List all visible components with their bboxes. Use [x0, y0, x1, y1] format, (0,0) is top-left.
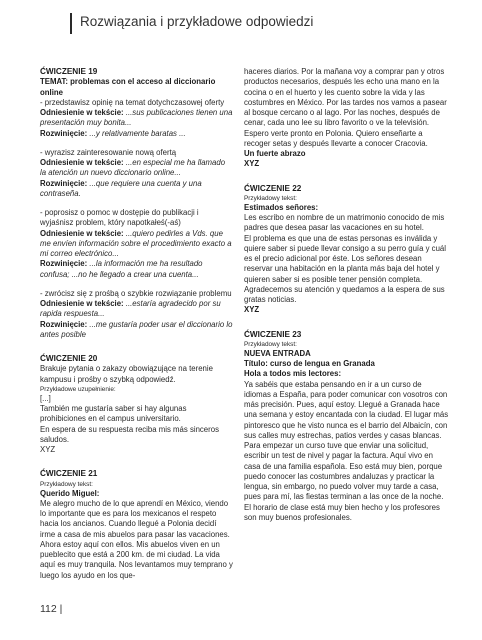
exercise-23-label: Przykładowy tekst:	[244, 340, 297, 348]
left-column	[40, 67, 233, 581]
page-number: 112 |	[40, 603, 63, 615]
exercise-19-point-1-dev	[40, 129, 233, 139]
exercise-21-heading: ĆWICZENIE 21	[40, 469, 98, 479]
exercise-21-wish: Espero verte pronto en Polonia. Quiero enseñarte a recoger setas y después llevarte a conocer Cracovia.	[244, 128, 428, 148]
exercise-19-point-4: - zwrócisz się z prośbą o szybkie rozwiązanie problemu	[40, 288, 232, 298]
exercise-20-ellipsis: [...]	[40, 393, 51, 403]
exercise-20-label: Przykładowe uzupełnienie:	[40, 385, 116, 393]
ref-label: Odniesienie w tekście:	[40, 299, 124, 308]
exercise-22-signature: XYZ	[244, 305, 260, 315]
exercise-23-greeting: Hola a todos mis lectores:	[244, 369, 342, 379]
exercise-19-point-1-ref	[40, 108, 233, 129]
dev-text: ...la información me ha resultado confusa; ...no he llegado a crear una cuenta...	[40, 259, 203, 279]
dev-text: ...me gustaría poder usar el diccionario lo antes posible	[40, 319, 233, 339]
exercise-22-salutation: Estimados señores:	[244, 202, 319, 212]
exercise-20-text-1: También me gustaría saber si hay algunas prohibiciones en el campus universitario.	[40, 404, 187, 424]
exercise-21-text: Me alegro mucho de lo que aprendí en México, viendo lo importante que es para los mexicanos el respeto hacia los ancianos. Cuando llegué a Polonia decidí irme a casa de mis abuelos para pasar las vacaciones. Ahora estoy aquí con ellos. Mis abuelos viven en un pueblecito que está a 200 km. de mi ciudad. La vida aquí es muy tranquila. Nos levantamos muy temprano y luego los ayudo en los que-	[40, 498, 233, 580]
exercise-20-text-2: En espera de su respuesta reciba mis más sinceros saludos.	[40, 424, 219, 444]
dev-label: Rozwinięcie:	[40, 128, 88, 138]
ref-text: ...sus publicaciones tienen una presentación muy bonita...	[40, 108, 233, 128]
ref-label: Odniesienie w tekście:	[40, 158, 124, 167]
exercise-22-label: Przykładowy tekst:	[244, 194, 297, 202]
exercise-19-point-1: - przedstawisz opinię na temat dotychczasowej oferty	[40, 97, 225, 107]
exercise-23-entry-title: NUEVA ENTRADA	[244, 348, 311, 358]
exercise-19-point-2-ref	[40, 158, 233, 179]
ref-label: Odniesienie w tekście:	[40, 228, 124, 238]
exercise-21-label: Przykładowy tekst:	[40, 480, 93, 488]
exercise-23-subject: Título: curso de lengua en Granada	[244, 359, 375, 368]
exercise-23-text: Ya sabéis que estaba pensando en ir a un curso de idiomas a España, para poder comunicar con vosotros con más precisión. Pues, aquí estoy. Llegué a Granada hace una semana y estoy encantada con la ciudad. El lugar más pintoresco que he visto nunca es el barrio del Albaicín, con sus calles muy estrechas, patios verdes y casas blancas. Para empezar un curso tuve que enviar una solicitud, escribir un test de nivel y pagar la factura. Aquí vivo en casa de una familia española. Eso está muy bien, porque puedo conocer las costumbres andaluzas y practicar la lengua, sin embargo, no puedo volver muy tarde a casa, pues para mí, las fiestas terminan a las once de la noche. El horario de clase está muy bien hecho y los profesores son muy buenos profesionales.	[244, 379, 449, 522]
exercise-20-intro: Brakuje pytania o zakazy obowiązujące na terenie kampusu i prośby o szybką odpowiedź.	[40, 364, 213, 384]
dev-text: ...y relativamente baratas ...	[89, 128, 186, 138]
exercise-19-point-2-dev	[40, 179, 233, 200]
dev-label: Rozwinięcie:	[40, 178, 88, 188]
exercise-19-heading: ĆWICZENIE 19	[40, 67, 98, 76]
exercise-21-closing: Un fuerte abrazo	[244, 149, 306, 158]
exercise-19-point-3: - poprosisz o pomoc w dostępie do publikacji i wyjaśnisz problem, który napotkałeś(-aś)	[40, 208, 199, 228]
exercise-22-paragraph-2: El problema es que una de estas personas es inválida y quiere saber si puede llevar consigo a su perro guía y cuál es el precio adicional por éste. Los señores desean reservar una habitación en la planta más baja del hotel y quieren saber si es posible tener pensión completa.	[244, 233, 446, 284]
exercise-22-paragraph-3: Agradecemos su atención y quedamos a la espera de sus gratas noticias.	[244, 284, 445, 304]
dev-label: Rozwinięcie:	[40, 259, 88, 269]
exercise-21-continued: haceres diarios. Por la mañana voy a comprar pan y otros productos necesarios, después les echo una mano en la cocina o en el huerto y les cuento sobre la vida y las costumbres en México. Por las tardes nos vamos a pasear al bosque cercano o al lago. Por las noches, después de cenar, cada uno lee su libro favorito o ve la televisión.	[244, 67, 447, 128]
ref-text: ...estaría agradecido por su rapida respuesta...	[40, 299, 221, 319]
exercise-19-point-2: - wyrazisz zainteresowanie nową ofertą	[40, 147, 177, 157]
right-column	[244, 67, 450, 523]
exercise-21-salutation: Querido Miguel:	[40, 488, 100, 498]
ref-text: ...en especial me ha llamado la atención un nuevo diccionario online...	[40, 158, 226, 178]
exercise-19-topic: TEMAT: problemas con el acceso al diccionario online	[40, 77, 216, 97]
exercise-19-point-4-dev	[40, 320, 233, 341]
exercise-21-signature: XYZ	[244, 159, 260, 169]
exercise-22-paragraph-1: Les escribo en nombre de un matrimonio conocido de mis padres que desea pasar las vacaciones en su hotel.	[244, 213, 445, 233]
exercise-19-point-3-dev	[40, 259, 233, 280]
header-bar	[70, 13, 72, 34]
exercise-23-heading: ĆWICZENIE 23	[244, 329, 302, 339]
page-header-title: Rozwiązania i przykładowe odpowiedzi	[80, 14, 314, 29]
dev-text: ...que requiere una cuenta y una contraseña.	[40, 178, 202, 198]
dev-label: Rozwinięcie:	[40, 319, 88, 329]
ref-label: Odniesienie w tekście:	[40, 108, 124, 117]
exercise-20-signature: XYZ	[40, 445, 56, 454]
exercise-20-heading: ĆWICZENIE 20	[40, 354, 98, 363]
exercise-19-point-3-ref	[40, 229, 233, 260]
exercise-19-point-4-ref	[40, 299, 233, 320]
ref-text: ...quiero pedirles a Vds. que me envíen información sobre el procedimiento exacto a mi correo electrónico...	[40, 228, 232, 258]
exercise-22-heading: ĆWICZENIE 22	[244, 183, 302, 193]
